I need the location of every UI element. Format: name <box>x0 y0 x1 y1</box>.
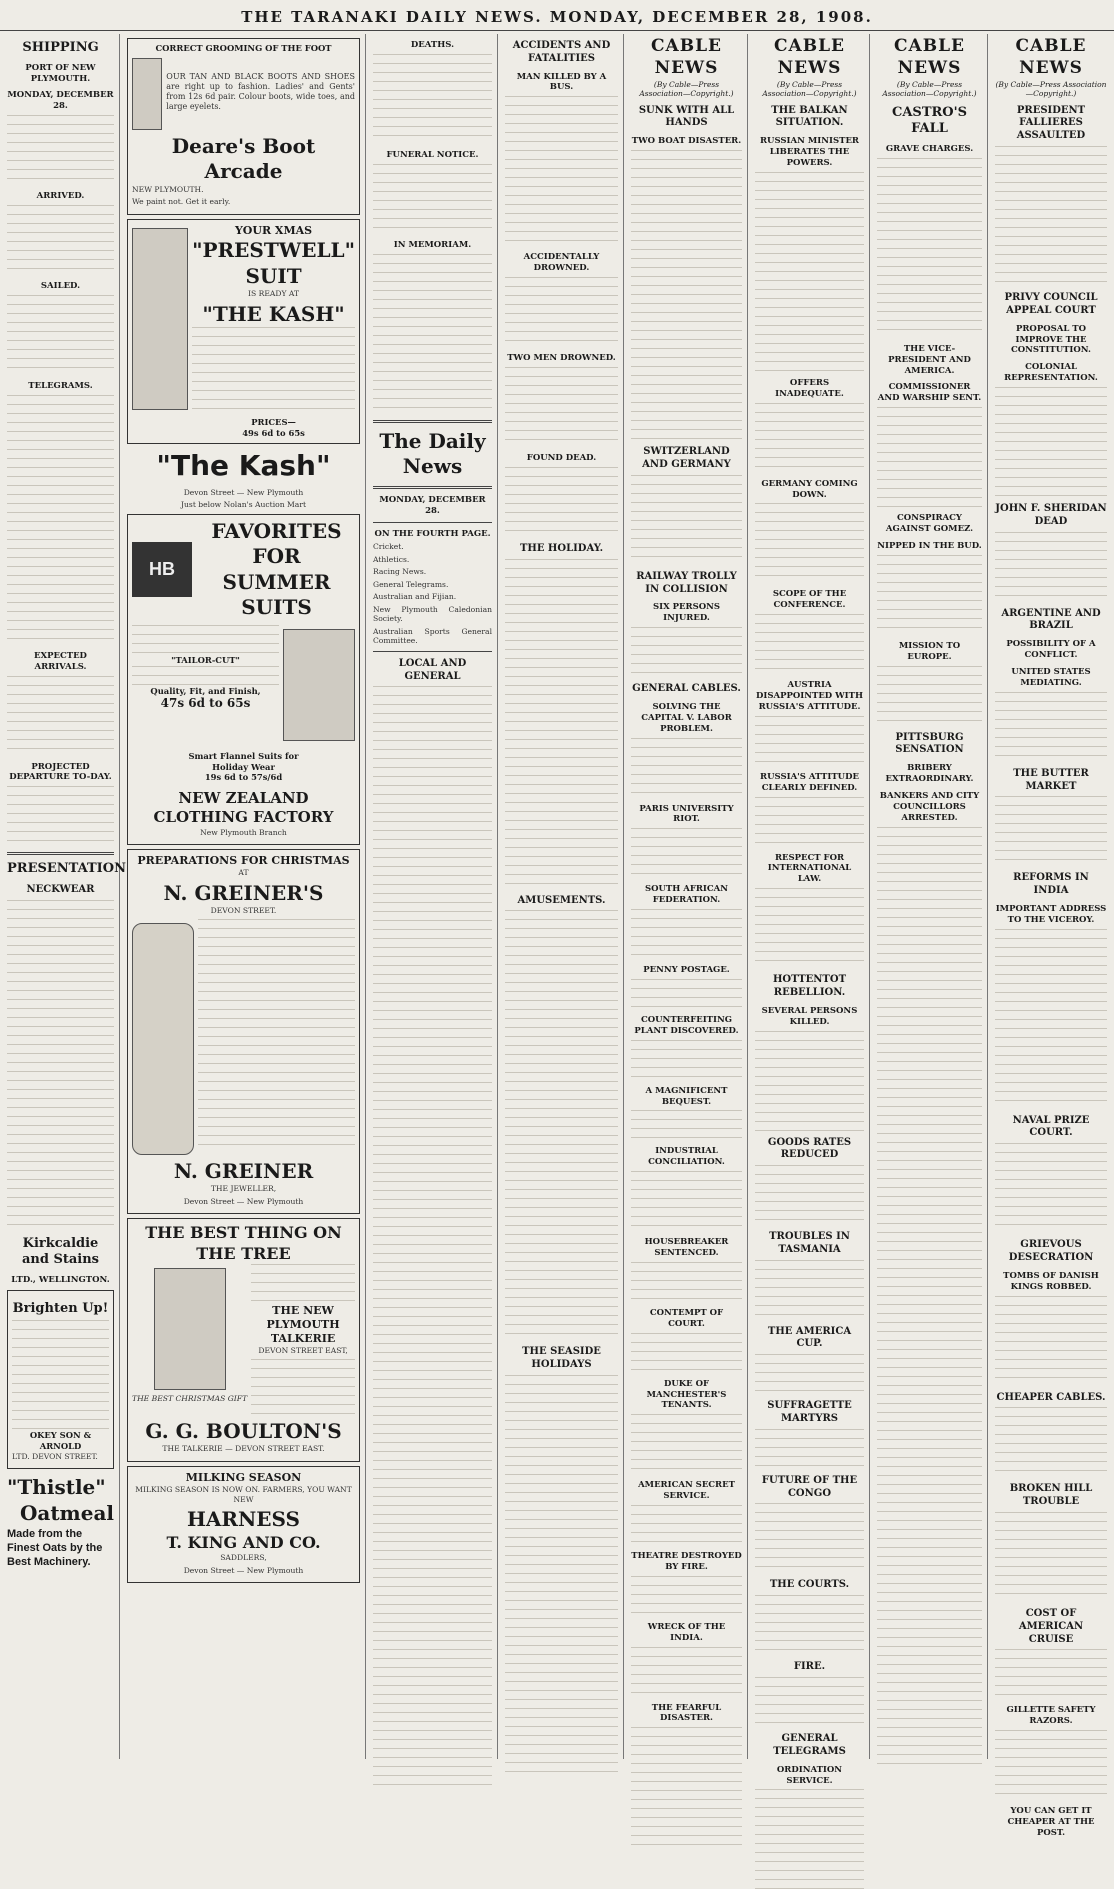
america-heading: THE AMERICA CUP. <box>767 1325 852 1350</box>
talkerie-street: DEVON STREET EAST, <box>258 1346 348 1356</box>
local-heading: LOCAL AND GENERAL <box>398 657 467 682</box>
naval-text <box>995 1143 1107 1233</box>
column-shipping <box>2 34 126 1759</box>
housebreaker-heading: HOUSEBREAKER SENTENCED. <box>644 1237 729 1259</box>
nzcf-body <box>132 625 279 655</box>
fearful-heading: THE FEARFUL DISASTER. <box>651 1702 722 1724</box>
deaths-heading: DEATHS. <box>410 40 455 50</box>
nipped-heading: NIPPED IN THE BUD. <box>877 540 982 551</box>
daily-news-masthead: The Daily News <box>379 428 486 479</box>
suit-line: SUIT <box>245 263 302 288</box>
privy-heading: PRIVY COUNCIL APPEAL COURT <box>1004 292 1098 316</box>
hottentot-text <box>755 1031 864 1131</box>
cable-heading: CABLE NEWS <box>651 36 722 78</box>
greiner-town: Devon Street — New Plymouth <box>183 1196 304 1206</box>
hottentot-heading: HOTTENTOT REBELLION. <box>772 974 847 998</box>
castro-heading: CASTRO'S FALL <box>892 104 967 137</box>
scope-text <box>755 614 864 674</box>
sheridan-heading: JOHN F. SHERIDAN DEAD <box>995 503 1107 527</box>
telegrams-text <box>7 395 114 645</box>
argentine-text <box>995 692 1107 762</box>
sunk-text <box>631 150 742 440</box>
manchester-heading: DUKE OF MANCHESTER'S TENANTS. <box>646 1378 727 1411</box>
kash-address: Devon Street — New Plymouth <box>183 487 304 497</box>
seaside-heading: THE SEASIDE HOLIDAYS <box>522 1346 601 1371</box>
greiner-sig: N. GREINER <box>173 1158 314 1183</box>
grave-heading: GRAVE CHARGES. <box>885 143 974 154</box>
respect-heading: RESPECT FOR INTERNATIONAL LAW. <box>767 852 852 885</box>
harness-heading: HARNESS <box>186 1507 300 1532</box>
tide-table <box>7 115 114 185</box>
oats-line3: Best Machinery. <box>7 1555 91 1568</box>
nzcf-sub: New Plymouth Branch <box>200 827 287 837</box>
neckwear-list <box>7 900 114 1230</box>
tree-line: THE BEST THING ON THE TREE <box>145 1223 342 1263</box>
butter-text <box>995 796 1107 866</box>
penny-text <box>631 979 742 1009</box>
deaths-text <box>373 54 492 144</box>
congo-text <box>755 1503 864 1573</box>
boots-town: NEW PLYMOUTH. <box>132 184 204 194</box>
gillette-text <box>995 1730 1107 1800</box>
amusements-heading: AMUSEMENTS. <box>517 894 606 906</box>
theatre-heading: THEATRE DESTROYED BY FIRE. <box>631 1551 742 1572</box>
cable-credit: (By Cable—Press Association—Copyright.) <box>762 79 857 99</box>
grievous-heading: GRIEVOUS DESECRATION <box>1008 1239 1094 1264</box>
several-heading: SEVERAL PERSONS KILLED. <box>761 1005 858 1027</box>
brighten-heading: Brighten Up! <box>12 1300 109 1316</box>
found-dead-heading: FOUND DEAD. <box>526 452 597 463</box>
port-heading: PORT OF NEW PLYMOUTH. <box>25 62 96 84</box>
telegrams-heading: TELEGRAMS. <box>28 380 93 391</box>
american-cruise-text <box>995 1649 1107 1699</box>
talkerie-body <box>251 1264 355 1304</box>
goods-text <box>755 1165 864 1225</box>
danish-heading: TOMBS OF DANISH KINGS ROBBED. <box>1003 1270 1099 1292</box>
courts-heading: THE COURTS. <box>769 1579 850 1591</box>
important-heading: IMPORTANT ADDRESS TO THE VICEROY. <box>995 903 1107 925</box>
paris-heading: PARIS UNIVERSITY RIOT. <box>639 803 734 825</box>
conspiracy-heading: CONSPIRACY AGAINST GOMEZ. <box>885 513 974 535</box>
argentine-heading: ARGENTINE AND BRAZIL <box>1001 607 1101 632</box>
drowned-heading: ACCIDENTALLY DROWNED. <box>523 252 600 274</box>
holiday-line: Holiday Wear <box>212 761 275 772</box>
grievous-text <box>995 1296 1107 1386</box>
labour-heading: SOLVING THE CAPITAL V. LABOR PROBLEM. <box>641 701 732 734</box>
drowned-text <box>505 277 618 347</box>
quality-line: Quality, Fit, and Finish, <box>150 685 261 696</box>
cable-credit: (By Cable—Press Association—Copyright.) <box>995 79 1107 99</box>
us-mediating-heading: UNITED STATES MEDIATING. <box>1011 666 1091 688</box>
goods-heading: GOODS RATES REDUCED <box>767 1136 852 1161</box>
commissioner-heading: COMMISSIONER AND WARSHIP SENT. <box>877 382 982 404</box>
reforms-text <box>995 929 1107 1109</box>
labour-text <box>631 738 742 798</box>
hb-logo-icon: HB <box>132 542 192 597</box>
broken-text <box>995 1512 1107 1602</box>
vice-heading: THE VICE-PRESIDENT AND AMERICA. <box>888 343 971 376</box>
column-cable-4 <box>990 34 1112 1838</box>
boots-body: OUR TAN AND BLACK BOOTS AND SHOES are right up to fashion. Ladies' and Gents' from 12s 6d pair. Colour boots, wide toes, and large eyelets. <box>166 72 355 112</box>
industrial-text <box>631 1171 742 1231</box>
holiday-text <box>505 559 618 889</box>
kirkcaldie-sub: LTD., WELLINGTON. <box>11 1274 110 1285</box>
oats-line2: Finest Oats by the <box>7 1541 103 1554</box>
holiday-heading: THE HOLIDAY. <box>519 542 604 554</box>
cable-heading: CABLE NEWS <box>1015 36 1087 78</box>
fire-heading: FIRE. <box>793 1661 826 1673</box>
contents-item: General Telegrams. <box>373 579 449 589</box>
column-notices <box>368 34 498 1759</box>
american-cruise-heading: COST OF AMERICAN CRUISE <box>1018 1608 1084 1645</box>
cable-heading: CABLE NEWS <box>774 36 845 78</box>
tailor-cut: "TAILOR-CUT" <box>171 654 240 665</box>
secret-heading: AMERICAN SECRET SERVICE. <box>638 1480 735 1502</box>
divider <box>373 522 492 523</box>
talkerie-ad <box>127 1218 360 1462</box>
column-cable-1 <box>626 34 748 1759</box>
accidents-heading: ACCIDENTS AND FATALITIES <box>512 40 611 64</box>
boots-store: Deare's Boot Arcade <box>171 133 316 184</box>
boots-tag: We paint not. Get it early. <box>132 197 231 207</box>
preparations: PREPARATIONS FOR CHRISTMAS <box>137 854 350 868</box>
austria-disapp-heading: AUSTRIA DISAPPOINTED WITH RUSSIA'S ATTITUDE. <box>755 680 864 712</box>
wreck-text <box>631 1647 742 1697</box>
contents-item: New Plymouth Caledonian Society. <box>373 604 492 624</box>
germany-text <box>755 503 864 583</box>
local-text <box>373 686 492 1786</box>
king-name: T. KING AND CO. <box>166 1532 321 1552</box>
fallieres-heading: PRESIDENT FALLIERES ASSAULTED <box>1016 104 1086 142</box>
privy-text <box>995 387 1107 497</box>
harness-ad <box>127 1466 360 1583</box>
offers-text <box>755 403 864 473</box>
counterfeiting-heading: COUNTERFEITING PLANT DISCOVERED. <box>634 1014 739 1036</box>
boulton-line: THE TALKERIE — DEVON STREET EAST. <box>162 1444 325 1454</box>
conspiracy-text <box>877 555 982 635</box>
neckwear-heading: NECKWEAR <box>26 883 95 895</box>
boulton-name: G. G. BOULTON'S <box>145 1418 342 1443</box>
contempt-text <box>631 1333 742 1373</box>
kash-body <box>192 327 355 417</box>
shoe-illustration-icon <box>132 58 162 130</box>
greiner-name: N. GREINER'S <box>163 880 324 905</box>
shirt-illustration-icon <box>283 629 355 741</box>
projected-heading: PROJECTED DEPARTURE TO-DAY. <box>9 761 112 783</box>
ordination-text <box>755 1789 864 1889</box>
divider <box>373 486 492 489</box>
sheridan-text <box>995 532 1107 602</box>
favorites-line: FAVORITES FOR <box>211 518 342 569</box>
price-range: 47s 6d to 65s <box>160 696 251 711</box>
oats-line1: Made from the <box>7 1527 83 1540</box>
sunk-heading: SUNK WITH ALL HANDS <box>638 104 735 129</box>
greiner-ad <box>127 849 360 1214</box>
possibility-heading: POSSIBILITY OF A CONFLICT. <box>1006 639 1096 661</box>
funeral-text <box>373 164 492 234</box>
sailed-heading: SAILED. <box>40 281 81 291</box>
arrived-text <box>7 205 114 275</box>
ordination-heading: ORDINATION SERVICE. <box>776 1764 843 1786</box>
prestwell-line: "PRESTWELL" <box>192 237 355 262</box>
tree-caption: THE BEST CHRISTMAS GIFT <box>132 1394 248 1404</box>
theatre-text <box>631 1576 742 1616</box>
prices-value: 49s 6d to 65s <box>242 428 305 438</box>
contents-item: Australian and Fijian. <box>373 592 457 602</box>
gentleman-illustration-icon <box>132 228 188 410</box>
okey-name: OKEY SON & ARNOLD <box>29 1430 92 1452</box>
divider <box>373 651 492 652</box>
nzcf-name: NEW ZEALAND CLOTHING FACTORY <box>153 789 334 827</box>
two-boat-heading: TWO BOAT DISASTER. <box>631 136 742 147</box>
congo-heading: FUTURE OF THE CONGO <box>761 1474 858 1499</box>
contents-item: Australian Sports General Committee. <box>373 626 492 646</box>
memoriam-heading: IN MEMORIAM. <box>393 239 472 250</box>
two-drowned-text <box>505 367 618 447</box>
memoriam-text <box>373 254 492 414</box>
cheaper-post: YOU CAN GET IT CHEAPER AT THE POST. <box>1007 1806 1095 1838</box>
fourth-page-heading: ON THE FOURTH PAGE. <box>374 528 491 539</box>
bribery-heading: BRIBERY EXTRAORDINARY. <box>885 763 974 785</box>
swiss-heading: SWITZERLAND AND GERMANY <box>642 446 731 470</box>
counterfeiting-text <box>631 1040 742 1080</box>
america-text <box>755 1354 864 1394</box>
south-african-text <box>631 909 742 959</box>
mission-heading: MISSION TO EUROPE. <box>898 640 961 662</box>
greiner-jeweller: THE JEWELLER, <box>210 1184 277 1194</box>
bankers-heading: BANKERS AND CITY COUNCILLORS ARRESTED. <box>879 790 980 823</box>
flannel-price: 19s 6d to 57s/6d <box>204 772 283 783</box>
south-african-heading: SOUTH AFRICAN FEDERATION. <box>644 884 729 906</box>
bequest-text <box>631 1110 742 1140</box>
kash-big: "The Kash" <box>156 448 331 482</box>
contents-item: Athletics. <box>373 554 410 564</box>
paris-text <box>631 828 742 878</box>
ready-line: IS READY AT <box>248 289 300 299</box>
kirkcaldie-heading: Kirkcaldie and Stains <box>21 1235 100 1268</box>
suffragette-heading: SUFFRAGETTE MARTYRS <box>767 1400 852 1425</box>
nzcf-ad <box>127 514 360 845</box>
pittsburg-heading: PITTSBURG SENSATION <box>895 731 964 756</box>
masthead: THE TARANAKI DAILY NEWS. MONDAY, DECEMBER 28, 1908. <box>0 8 1114 31</box>
flannel-line: Smart Flannel Suits for <box>188 750 299 761</box>
contempt-heading: CONTEMPT OF COURT. <box>649 1307 724 1329</box>
housebreaker-text <box>631 1262 742 1302</box>
reforms-heading: REFORMS IN INDIA <box>1013 872 1089 897</box>
contents-item: Racing News. <box>373 567 427 577</box>
manchester-text <box>631 1414 742 1474</box>
boots-title: CORRECT GROOMING OF THE FOOT <box>155 43 332 53</box>
xmas-line: YOUR XMAS <box>234 223 313 237</box>
naval-heading: NAVAL PRIZE COURT. <box>1012 1114 1090 1139</box>
boots-ad <box>127 38 360 215</box>
christmas-tree-illustration-icon <box>154 1268 226 1390</box>
brighten-ad <box>7 1290 114 1470</box>
king-address: Devon Street — New Plymouth <box>183 1565 304 1575</box>
found-dead-text <box>505 467 618 537</box>
cheaper-text <box>995 1407 1107 1477</box>
bequest-heading: A MAGNIFICENT BEQUEST. <box>645 1085 728 1107</box>
wreck-heading: WRECK OF THE INDIA. <box>647 1621 726 1643</box>
swiss-text <box>631 475 742 565</box>
date-heading: MONDAY, DECEMBER 28. <box>7 90 114 112</box>
seaside-text <box>505 1375 618 1775</box>
butter-heading: THE BUTTER MARKET <box>1013 767 1089 792</box>
penny-heading: PENNY POSTAGE. <box>643 965 730 976</box>
fire-text <box>755 1677 864 1727</box>
cheaper-heading: CHEAPER CABLES. <box>996 1391 1106 1403</box>
brighten-list <box>12 1320 109 1430</box>
divider <box>7 852 114 855</box>
cable-heading: CABLE NEWS <box>894 36 965 78</box>
column-accidents <box>500 34 624 1759</box>
railway-text <box>631 627 742 677</box>
tasmania-heading: TROUBLES IN TASMANIA <box>769 1231 850 1255</box>
balkan-text <box>755 172 864 372</box>
column-advertisements <box>122 34 366 1759</box>
milking-sub: MILKING SEASON IS NOW ON. FARMERS, YOU WANT NEW <box>135 1485 352 1504</box>
okey-sub: LTD. DEVON STREET. <box>12 1451 98 1461</box>
oatmeal-heading: Oatmeal <box>19 1501 114 1525</box>
suffragette-text <box>755 1429 864 1469</box>
balkan-heading: THE BALKAN SITUATION. <box>771 104 848 129</box>
cable-credit: (By Cable—Press Association—Copyright.) <box>882 79 977 99</box>
jewellery-illustration-icon <box>132 923 194 1155</box>
mission-text <box>877 666 982 726</box>
two-drowned-heading: TWO MEN DROWNED. <box>507 353 616 364</box>
respect-text <box>755 888 864 968</box>
fallieres-text <box>995 146 1107 286</box>
kash-near: Just below Nolan's Auction Mart <box>181 500 306 510</box>
cable-credit: (By Cable—Press Association—Copyright.) <box>639 79 734 99</box>
sailed-text <box>7 295 114 375</box>
austria-disapp-text <box>755 716 864 766</box>
germany-heading: GERMANY COMING DOWN. <box>761 478 858 500</box>
russia-defined-text <box>755 797 864 847</box>
pittsburg-text <box>877 827 982 1767</box>
prices-label: PRICES— <box>251 417 296 428</box>
russia-defined-heading: RUSSIA'S ATTITUDE CLEARLY DEFINED. <box>760 771 859 793</box>
presentation-heading: PRESENTATION <box>7 861 126 877</box>
arrived-heading: ARRIVED. <box>36 191 85 202</box>
contents-item: Cricket. <box>373 542 404 552</box>
run-over-heading: MAN KILLED BY A BUS. <box>516 71 607 93</box>
kash-ad <box>127 219 360 444</box>
expected-text <box>7 676 114 756</box>
projected-text <box>7 786 114 846</box>
expected-heading: EXPECTED ARRIVALS. <box>34 650 87 672</box>
shipping-heading: SHIPPING <box>22 40 99 55</box>
proposal-heading: PROPOSAL TO IMPROVE THE CONSTITUTION. <box>1010 323 1091 356</box>
greiner-street: DEVON STREET. <box>210 906 277 916</box>
king-saddlers: SADDLERS, <box>220 1553 267 1563</box>
summer-line: SUMMER SUITS <box>222 569 331 620</box>
funeral-heading: FUNERAL NOTICE. <box>386 149 479 160</box>
commissioner-text <box>877 407 982 507</box>
at-line: AT <box>238 868 249 878</box>
general-telegrams-heading: GENERAL TELEGRAMS <box>773 1733 846 1757</box>
greiner-body <box>198 919 355 1149</box>
amusements-text <box>505 910 618 1340</box>
broken-heading: BROKEN HILL TROUBLE <box>1009 1483 1093 1508</box>
fearful-text <box>631 1727 742 1847</box>
thistle-heading: "Thistle" <box>7 1475 106 1500</box>
industrial-heading: INDUSTRIAL CONCILIATION. <box>648 1146 725 1168</box>
talkerie-body2 <box>251 1359 355 1419</box>
offers-heading: OFFERS INADEQUATE. <box>775 377 844 399</box>
tasmania-text <box>755 1260 864 1320</box>
secret-text <box>631 1505 742 1545</box>
run-over-text <box>505 96 618 246</box>
the-kash-line: "THE KASH" <box>202 301 345 326</box>
divider <box>373 420 492 423</box>
nzcf-body2 <box>132 666 279 686</box>
castro-text <box>877 158 982 338</box>
column-cable-3 <box>872 34 988 1759</box>
milking-heading: MILKING SEASON <box>185 1470 302 1484</box>
railway-heading: RAILWAY TROLLY IN COLLISION <box>636 570 737 595</box>
russian-heading: RUSSIAN MINISTER LIBERATES THE POWERS. <box>759 136 859 169</box>
column-cable-2 <box>750 34 870 1786</box>
gillette-heading: GILLETTE SAFETY RAZORS. <box>1006 1705 1096 1727</box>
colonial-heading: COLONIAL REPRESENTATION. <box>1004 362 1098 384</box>
courts-text <box>755 1595 864 1655</box>
scope-heading: SCOPE OF THE CONFERENCE. <box>772 589 847 611</box>
talkerie-name: THE NEW PLYMOUTH TALKERIE <box>266 1304 340 1346</box>
issue-date: MONDAY, DECEMBER 28. <box>379 494 486 516</box>
six-heading: SIX PERSONS INJURED. <box>652 602 721 624</box>
general-heading: GENERAL CABLES. <box>632 683 741 695</box>
